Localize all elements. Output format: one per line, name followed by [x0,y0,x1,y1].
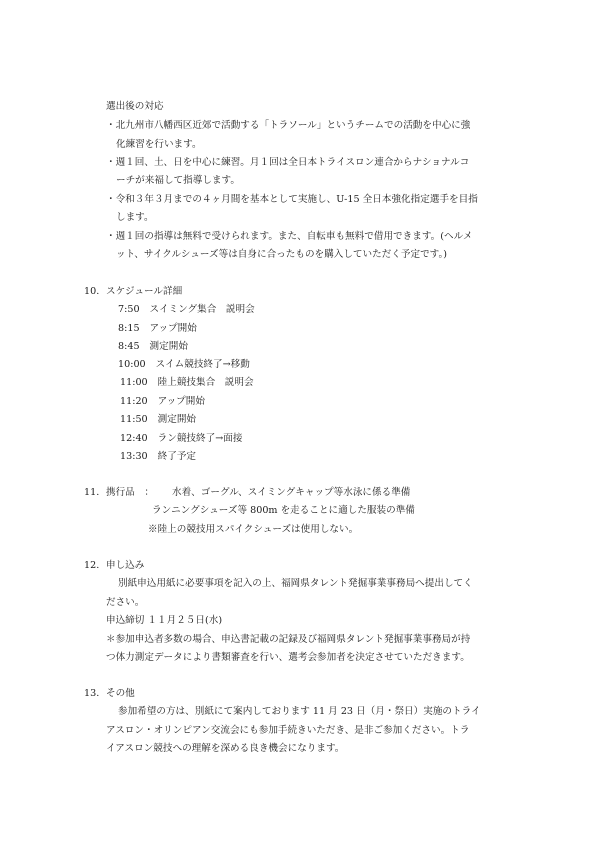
schedule-row [118,323,197,335]
section-number: 12. [84,560,100,571]
application-line: ＊参加申込者多数の場合、申込書記載の記録及び福岡県タレント発掘事業事務局が持 [106,634,471,645]
section-number: 10. [84,286,100,297]
selection-line: ーチが来福して指導します。 [116,175,240,186]
other-line: 参加希望の方は、別紙にて案内しております 11 月 23 日（月・祭日）実施のトライ [118,706,481,717]
schedule-activity: 測定開始 [157,414,197,425]
schedule-time: 10:00 [118,359,146,370]
schedule-time: 8:45 [118,341,140,352]
other-line: アスロン・オリンピアン交流会にも参加手続きいただき、是非ご参加ください。トラ [106,725,470,736]
schedule-time: 8:15 [118,323,140,334]
selection-line: ・週１回の指導は無料で受けられます。また、自転車も無料で借用できます。(ヘルメ [106,231,473,242]
schedule-title: スケジュール詳細 [106,286,183,297]
selection-line: します。 [116,212,154,223]
schedule-activity: スイム競技終了→移動 [155,359,250,370]
schedule-row [120,433,242,445]
schedule-activity: 陸上競技集合 説明会 [157,377,254,388]
application-title: 申し込み [106,560,145,571]
selection-line: ・北九州市八幡西区近郊で活動する「トラソール」というチームでの活動を中心に強 [106,120,471,131]
application-line: つ体力測定データにより書類審査を行い、選考会参加者を決定させていただきます。 [106,652,470,663]
schedule-row [118,341,188,353]
schedule-row [118,359,250,371]
schedule-time: 11:00 [120,377,148,388]
selection-line: ・令和３年３月までの４ヶ月間を基本として実施し、U-15 全日本強化指定選手を目指 [106,194,478,205]
section-number: 11. [84,487,100,498]
items-note: ※陸上の競技用スパイクシューズは使用しない。 [148,524,359,535]
application-deadline: 申込締切 １１月２５日(水) [106,615,223,626]
application-line: 別紙申込用紙に必要事項を記入の上、福岡県タレント発掘事業事務局へ提出してく [118,578,473,589]
schedule-activity: ラン競技終了→面接 [157,433,243,444]
selection-heading: 選出後の対応 [106,101,164,112]
schedule-activity: アップ開始 [149,323,197,334]
schedule-row [118,304,255,316]
schedule-activity: スイミング集合 説明会 [149,304,255,315]
schedule-activity: 終了予定 [157,451,197,462]
schedule-activity: アップ開始 [157,396,205,407]
other-title: その他 [106,688,135,699]
schedule-time: 13:30 [120,451,148,462]
items-line: ランニングシューズ等 800m を走ることに適した服装の準備 [152,505,415,516]
application-line: ださい。 [106,597,145,608]
schedule-row [120,451,196,463]
section-number: 13. [84,688,100,699]
selection-line: ・週１回、土、日を中心に練習。月１回は全日本トライスロン連合からナショナルコ [106,157,470,168]
selection-line: 化練習を行います。 [116,139,202,150]
schedule-row [120,414,196,426]
schedule-time: 7:50 [118,304,140,315]
schedule-time: 12:40 [120,433,148,444]
items-label: 携行品 ： [106,487,154,498]
schedule-time: 11:20 [120,396,148,407]
schedule-time: 11:50 [120,414,148,425]
schedule-row [120,377,254,389]
other-line: イアスロン競技への理解を深める良き機会になります。 [106,743,345,754]
schedule-row [120,396,205,408]
selection-line: ット、サイクルシューズ等は自身に合ったものを購入していただく予定です。) [116,249,448,260]
items-line: 水着、ゴーグル、スイミングキャップ等水泳に係る準備 [172,487,411,498]
schedule-activity: 測定開始 [149,341,188,352]
